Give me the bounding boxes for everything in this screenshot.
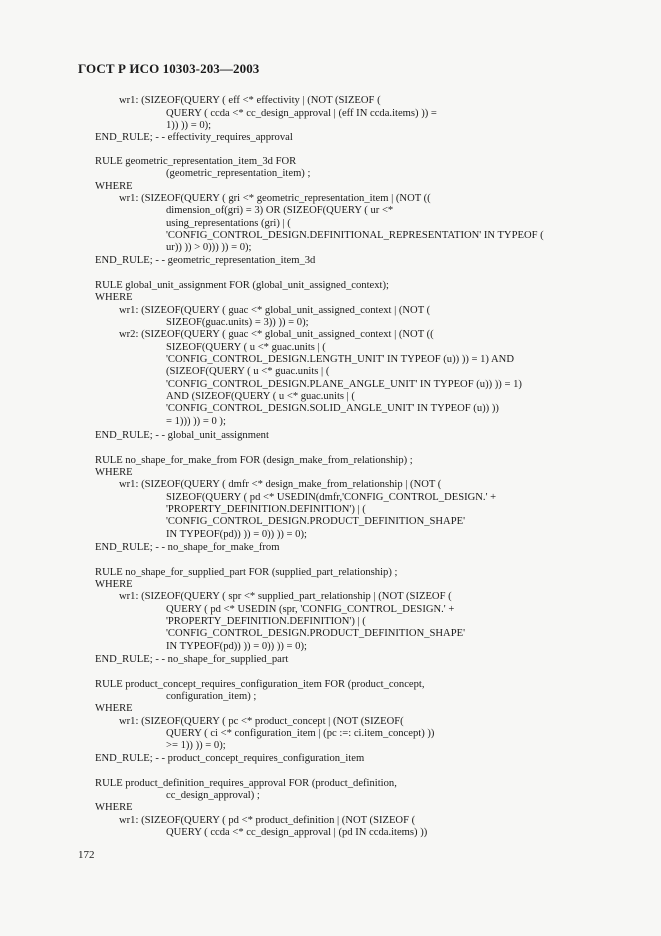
code-line: RULE no_shape_for_supplied_part FOR (supplied_part_relationship) ;: [95, 567, 398, 578]
code-line: wr1: (SIZEOF(QUERY ( pd <* product_definition | (NOT (SIZEOF (: [119, 815, 416, 826]
code-line: WHERE: [95, 802, 133, 813]
code-line: cc_design_approval) ;: [166, 790, 260, 801]
code-line: SIZEOF(guac.units) = 3)) )) = 0);: [166, 317, 309, 328]
code-line: >= 1)) )) = 0);: [166, 740, 226, 751]
code-line: 'CONFIG_CONTROL_DESIGN.LENGTH_UNIT' IN TYPEOF (u)) )) = 1) AND: [166, 354, 514, 365]
code-line: 'CONFIG_CONTROL_DESIGN.SOLID_ANGLE_UNIT' IN TYPEOF (u)) )): [166, 403, 499, 414]
code-line: configuration_item) ;: [166, 691, 257, 702]
code-line: WHERE: [95, 579, 133, 590]
code-line: (geometric_representation_item) ;: [166, 168, 311, 179]
code-line: RULE product_definition_requires_approval FOR (product_definition,: [95, 778, 397, 789]
code-line: WHERE: [95, 292, 133, 303]
document-header: ГОСТ Р ИСО 10303-203—2003: [78, 61, 260, 76]
code-line: 'CONFIG_CONTROL_DESIGN.PRODUCT_DEFINITION_SHAPE': [166, 628, 465, 639]
page-number: 172: [78, 849, 95, 861]
code-line: END_RULE; - - no_shape_for_supplied_part: [95, 654, 289, 665]
code-line: 'CONFIG_CONTROL_DESIGN.PRODUCT_DEFINITION_SHAPE': [166, 516, 465, 527]
code-line: WHERE: [95, 467, 133, 478]
code-line: RULE geometric_representation_item_3d FOR: [95, 156, 297, 167]
code-line: using_representations (gri) | (: [166, 218, 291, 229]
code-line: wr1: (SIZEOF(QUERY ( spr <* supplied_part_relationship | (NOT (SIZEOF (: [119, 591, 452, 602]
code-line: QUERY ( pd <* USEDIN (spr, 'CONFIG_CONTROL_DESIGN.' +: [166, 604, 455, 615]
code-line: END_RULE; - - no_shape_for_make_from: [95, 542, 280, 553]
code-line: IN TYPEOF(pd)) )) = 0)) )) = 0);: [166, 641, 307, 652]
code-line: END_RULE; - - geometric_representation_item_3d: [95, 255, 316, 266]
code-line: wr2: (SIZEOF(QUERY ( guac <* global_unit_assigned_context | (NOT ((: [119, 329, 434, 340]
code-line: QUERY ( ccda <* cc_design_approval | (pd IN ccda.items) )): [166, 827, 428, 838]
code-line: wr1: (SIZEOF(QUERY ( dmfr <* design_make_from_relationship | (NOT (: [119, 479, 442, 490]
code-line: END_RULE; - - effectivity_requires_approval: [95, 132, 293, 143]
code-line: AND (SIZEOF(QUERY ( u <* guac.units | (: [166, 391, 355, 402]
code-line: WHERE: [95, 703, 133, 714]
code-line: SIZEOF(QUERY ( u <* guac.units | (: [166, 342, 326, 353]
code-line: (SIZEOF(QUERY ( u <* guac.units | (: [166, 366, 330, 377]
code-line: wr1: (SIZEOF(QUERY ( pc <* product_concept | (NOT (SIZEOF(: [119, 716, 404, 727]
code-line: QUERY ( ccda <* cc_design_approval | (eff IN ccda.items) )) =: [166, 108, 437, 119]
code-line: RULE global_unit_assignment FOR (global_unit_assigned_context);: [95, 280, 389, 291]
code-line: = 1))) )) = 0 );: [166, 416, 226, 427]
code-line: END_RULE; - - global_unit_assignment: [95, 430, 269, 441]
code-line: 1)) )) = 0);: [166, 120, 212, 131]
code-line: 'CONFIG_CONTROL_DESIGN.DEFINITIONAL_REPRESENTATION' IN TYPEOF (: [166, 230, 544, 241]
code-line: 'PROPERTY_DEFINITION.DEFINITION') | (: [166, 616, 366, 627]
code-line: IN TYPEOF(pd)) )) = 0)) )) = 0);: [166, 529, 307, 540]
code-line: RULE product_concept_requires_configuration_item FOR (product_concept,: [95, 679, 425, 690]
code-line: SIZEOF(QUERY ( pd <* USEDIN(dmfr,'CONFIG_CONTROL_DESIGN.' +: [166, 492, 497, 503]
code-line: RULE no_shape_for_make_from FOR (design_make_from_relationship) ;: [95, 455, 413, 466]
code-line: 'CONFIG_CONTROL_DESIGN.PLANE_ANGLE_UNIT' IN TYPEOF (u)) )) = 1): [166, 379, 522, 390]
code-line: ur)) )) > 0))) )) = 0);: [166, 242, 252, 253]
code-line: WHERE: [95, 181, 133, 192]
code-line: QUERY ( ci <* configuration_item | (pc :=: ci.item_concept) )): [166, 728, 435, 739]
code-line: dimension_of(gri) = 3) OR (SIZEOF(QUERY ( ur <*: [166, 205, 394, 216]
code-line: wr1: (SIZEOF(QUERY ( eff <* effectivity | (NOT (SIZEOF (: [119, 95, 381, 106]
code-line: wr1: (SIZEOF(QUERY ( guac <* global_unit_assigned_context | (NOT (: [119, 305, 431, 316]
code-line: wr1: (SIZEOF(QUERY ( gri <* geometric_representation_item | (NOT ((: [119, 193, 431, 204]
code-line: END_RULE; - - product_concept_requires_configuration_item: [95, 753, 365, 764]
code-line: 'PROPERTY_DEFINITION.DEFINITION') | (: [166, 504, 366, 515]
